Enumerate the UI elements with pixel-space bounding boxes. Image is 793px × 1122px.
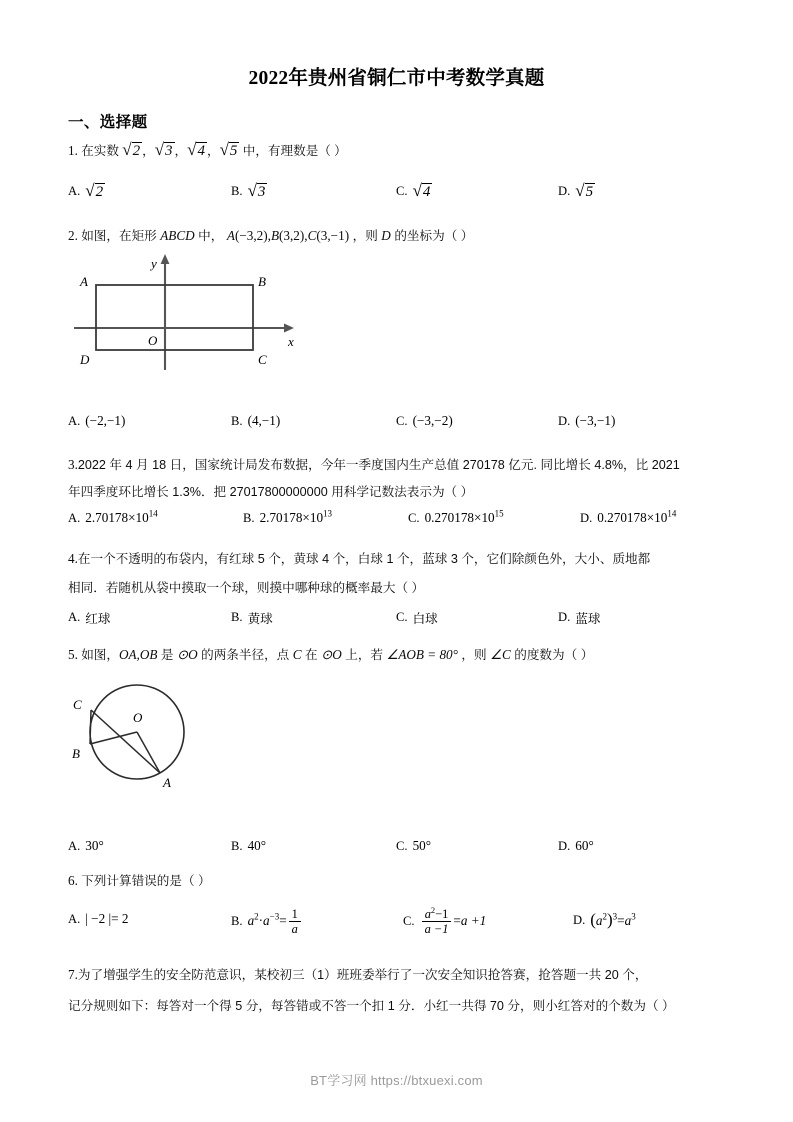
option-label: B.: [231, 838, 243, 853]
option-label: C.: [396, 610, 408, 624]
option-5-d[interactable]: [558, 838, 594, 854]
question-1-stem: 1. 在实数 √ 2 ， √ 3 ， √ 4 ， √ 5 中，有理数是（ ）: [68, 140, 348, 159]
option-label: D.: [580, 510, 593, 525]
stem-text: 在一个不透明的布袋内，有红球 5 个，黄球 4 个，白球 1 个，蓝球 3 个，它们除颜色外，大小、质地都: [77, 552, 651, 566]
question-3-stem-line1: [68, 455, 680, 474]
math-var: C: [307, 228, 317, 243]
question-1-stem-prefix: 在实数: [81, 144, 119, 158]
option-label: A.: [68, 510, 81, 525]
question-2-number: 2.: [68, 228, 78, 243]
origin-label: O: [148, 333, 158, 348]
option-text: 红球: [85, 612, 111, 626]
stem-text: 为了增强学生的安全防范意识，某校初三（1）班班委举行了一次安全知识抢答赛，抢答题一共 20 个，: [77, 968, 648, 982]
option-6-c[interactable]: [403, 904, 487, 937]
stem-text: 如图，在矩形: [81, 229, 161, 243]
option-label: B.: [243, 510, 255, 525]
sqrt-expression: √ 2: [85, 181, 104, 200]
option-label: C.: [396, 413, 408, 428]
option-text: $0.270178\times 10^{14}$: [597, 508, 677, 525]
figure-rectangle-on-axes: [68, 252, 308, 374]
math-var: C: [292, 647, 302, 662]
option-label: D.: [573, 912, 586, 927]
stem-text: 下列计算错误的是（ ）: [81, 874, 211, 888]
sqrt-expression: √ 3: [247, 181, 266, 200]
sqrt-expression: √ 5: [575, 181, 594, 200]
math-coord: (−3,2),: [234, 228, 271, 243]
question-7-stem-line1: [68, 965, 647, 984]
math-circle-o: ⊙O: [177, 647, 198, 662]
option-label: C.: [403, 914, 415, 929]
section-heading: 一、选择题: [68, 114, 148, 131]
question-4-number: 4.: [68, 551, 78, 566]
stem-text: 是: [157, 648, 178, 662]
y-axis-arrow: [161, 254, 170, 264]
segment-cb: [90, 710, 91, 744]
option-1-b[interactable]: [231, 182, 267, 201]
math-var: A: [226, 228, 235, 243]
fraction: $\frac{1}{a}$: [289, 907, 301, 937]
question-5-stem: [68, 645, 593, 664]
option-label: A.: [68, 183, 81, 198]
option-2-c[interactable]: [396, 413, 453, 429]
sqrt-expression: √ 5: [219, 140, 238, 159]
option-text: (−3,−1): [575, 413, 616, 428]
point-label-a: A: [163, 775, 171, 790]
option-text: (4,−1): [247, 413, 281, 428]
stem-text: 年四季度环比增长 1.3%．把 27017800000000 用科学记数法表示为（ ）: [68, 485, 474, 499]
math-coord: (3,−1): [316, 228, 350, 243]
option-label: B.: [231, 413, 243, 428]
question-6-number: 6.: [68, 873, 78, 888]
figure-circle-inscribed-angle: [63, 682, 213, 812]
question-4-stem-line1: [68, 549, 650, 568]
stem-text: 相同．若随机从袋中摸取一个球，则摸中哪种球的概率最大（ ）: [68, 581, 425, 595]
option-3-c[interactable]: [408, 510, 504, 526]
question-6-stem: [68, 871, 211, 890]
option-text: $2.70178\times 10^{14}$: [85, 508, 158, 525]
sqrt-expression: √ 4: [412, 181, 431, 200]
option-1-d[interactable]: [558, 182, 595, 201]
option-4-b[interactable]: [231, 608, 273, 627]
stem-text: 在: [301, 648, 322, 662]
stem-text: 如图，: [81, 648, 119, 662]
question-7-stem-line2: [68, 996, 675, 1015]
option-text: 白球: [412, 612, 438, 626]
question-1-options: [68, 182, 738, 208]
page-title: 2022年贵州省铜仁市中考数学真题: [248, 68, 545, 89]
option-2-a[interactable]: [68, 413, 125, 429]
math-angle: ∠C: [490, 647, 511, 662]
option-text: (−2,−1): [85, 413, 126, 428]
fraction: $\frac{a^2-1}{a -1}$: [422, 907, 452, 937]
sqrt-expression: √ 3: [154, 140, 173, 159]
question-1-number: 1.: [68, 143, 78, 158]
option-4-d[interactable]: [558, 608, 600, 627]
option-6-d[interactable]: [573, 911, 636, 929]
option-3-b[interactable]: [243, 510, 332, 526]
option-5-c[interactable]: [396, 838, 431, 854]
option-expression: $a^2\cdot a^{-3}=$ $\frac{1}{a}$: [248, 907, 303, 937]
math-var: ABCD: [160, 228, 195, 243]
option-label: D.: [558, 610, 571, 624]
option-label: A.: [68, 911, 81, 926]
y-axis-label: y: [151, 256, 157, 271]
option-6-a[interactable]: [68, 911, 128, 927]
stem-text: 上，若: [341, 648, 387, 662]
option-label: D.: [558, 413, 571, 428]
option-label: B.: [231, 610, 243, 624]
stem-text: ，则: [349, 229, 382, 243]
option-4-c[interactable]: [396, 608, 438, 627]
option-6-b[interactable]: [231, 907, 303, 937]
sqrt-expression: √ 2: [122, 140, 141, 159]
point-label-c: C: [73, 697, 82, 712]
option-3-d[interactable]: [580, 510, 676, 526]
vertex-label-c: C: [258, 352, 267, 367]
stem-text: 的坐标为（ ）: [390, 229, 474, 243]
question-2-stem: [68, 226, 473, 245]
option-label: A.: [68, 413, 81, 428]
center-label-o: O: [133, 710, 143, 725]
math-var: OA,OB: [118, 647, 158, 662]
question-1-stem-middle: 中，有理数是（: [242, 144, 331, 158]
question-3-stem-line2: [68, 482, 473, 501]
math-coord: (3,2),: [279, 228, 308, 243]
x-axis-label: x: [288, 334, 294, 349]
question-2-options: [68, 413, 738, 439]
option-label: B.: [231, 183, 243, 198]
option-expression: $(a^2)^3=a^3$: [590, 910, 636, 929]
stem-text: ，则: [457, 648, 491, 662]
stem-text: 中，: [194, 229, 227, 243]
option-label: C.: [408, 510, 420, 525]
option-2-b[interactable]: [231, 413, 280, 429]
option-5-b[interactable]: [231, 838, 266, 854]
vertex-label-d: D: [80, 352, 90, 367]
math-var: B: [270, 228, 280, 243]
rectangle-abcd: [96, 285, 253, 350]
question-5-options: [68, 838, 738, 864]
option-text: 蓝球: [575, 612, 601, 626]
vertex-label-b: B: [258, 274, 266, 289]
question-7-number: 7.: [68, 967, 78, 982]
option-text: 50°: [412, 838, 432, 853]
option-label: D.: [558, 183, 571, 198]
option-expression: | −2 |= 2: [85, 911, 129, 926]
x-axis-arrow: [284, 324, 294, 333]
option-label: B.: [231, 914, 243, 929]
option-1-c[interactable]: [396, 182, 432, 201]
question-4-options: [68, 608, 738, 634]
option-text: (−3,−2): [412, 413, 453, 428]
option-label: A.: [68, 838, 81, 853]
question-4-stem-line2: [68, 578, 424, 597]
math-var: D: [381, 228, 391, 243]
stem-text: 2022 年 4 月 18 日，国家统计局发布数据，今年一季度国内生产总值 270178 亿元. 同比增长 4.8%，比 2021: [77, 458, 680, 472]
option-label: D.: [558, 838, 571, 853]
option-expression: $\frac{a^2-1}{a -1}$ =a +1: [420, 907, 487, 937]
option-text: 30°: [85, 838, 104, 853]
point-label-b: B: [72, 746, 80, 761]
option-1-a[interactable]: [68, 182, 105, 201]
option-text: $2.70178\times 10^{13}$: [259, 508, 333, 525]
option-text: 60°: [575, 838, 594, 853]
question-3-options: [68, 510, 738, 536]
stem-text: 的两条半径，点: [197, 648, 293, 662]
option-label: C.: [396, 183, 408, 198]
vertex-label-a: A: [80, 274, 88, 289]
question-6-options: [68, 904, 738, 941]
question-5-number: 5.: [68, 647, 78, 662]
option-3-a[interactable]: [68, 510, 158, 526]
math-circle-o: ⊙O: [321, 647, 342, 662]
option-4-a[interactable]: [68, 608, 110, 627]
option-text: $0.270178\times 10^{15}$: [424, 508, 504, 525]
sqrt-expression: √ 4: [187, 140, 205, 159]
site-watermark: BT学习网 https://btxuexi.com: [310, 1073, 483, 1088]
option-5-a[interactable]: [68, 838, 104, 854]
question-1-answer-blank: ）: [334, 144, 348, 158]
option-label: C.: [396, 838, 408, 853]
segment-ob: [90, 732, 137, 744]
segment-oa: [137, 732, 160, 773]
stem-text: 记分规则如下：每答对一个得 5 分，每答错或不答一个扣 1 分．小红一共得 70 分，则小红答对的个数为（ ）: [68, 999, 675, 1013]
option-text: 40°: [247, 838, 267, 853]
question-3-number: 3.: [68, 457, 78, 472]
stem-text: 的度数为（ ）: [510, 648, 594, 662]
option-label: A.: [68, 610, 81, 624]
math-angle: ∠AOB = 80°: [386, 647, 458, 662]
option-text: 黄球: [247, 612, 273, 626]
option-2-d[interactable]: [558, 413, 615, 429]
